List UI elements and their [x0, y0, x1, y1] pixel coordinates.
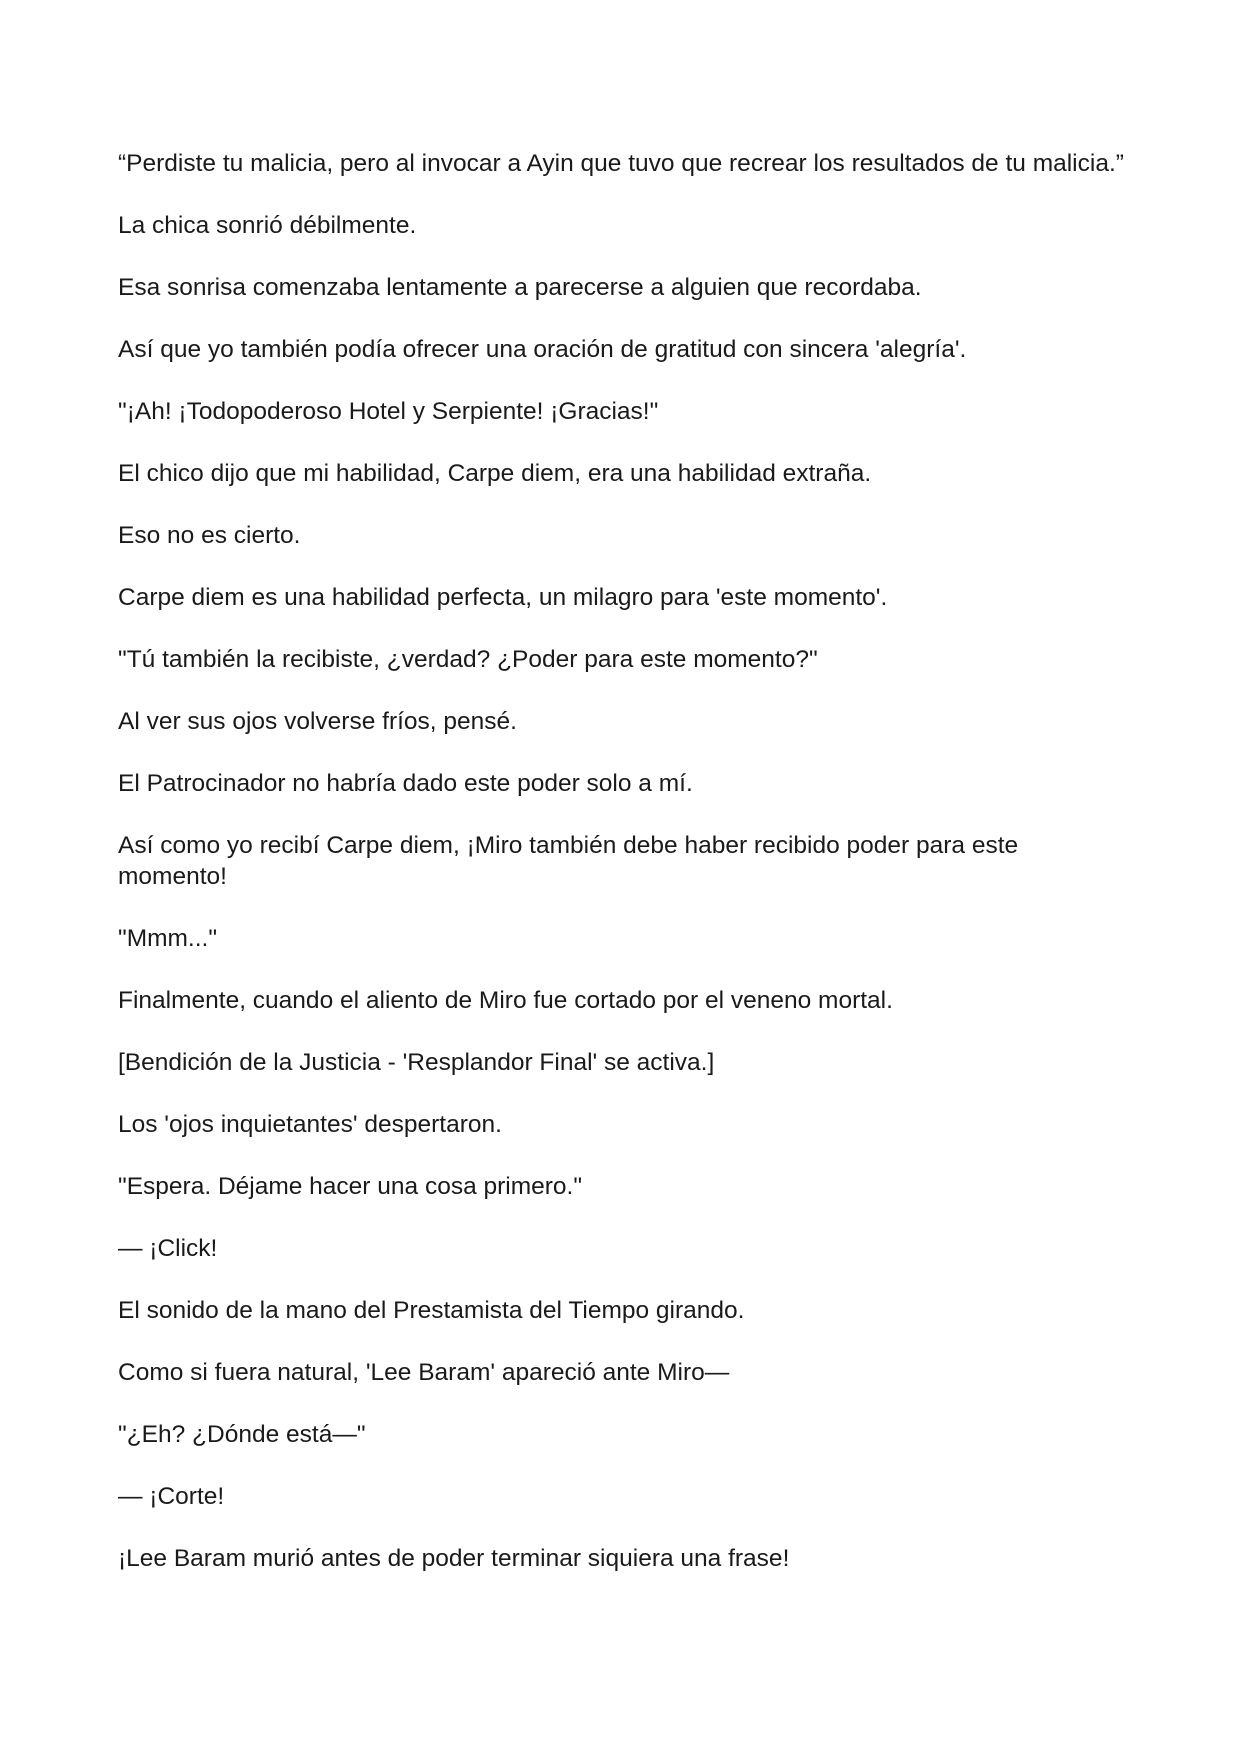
paragraph: ¡Lee Baram murió antes de poder terminar siquiera una frase!: [118, 1545, 790, 1572]
paragraph: Carpe diem es una habilidad perfecta, un milagro para 'este momento'.: [118, 584, 888, 611]
paragraph: La chica sonrió débilmente.: [118, 212, 417, 239]
paragraph: Como si fuera natural, 'Lee Baram' apareció ante Miro—: [118, 1359, 730, 1386]
paragraph: Esa sonrisa comenzaba lentamente a parecerse a alguien que recordaba.: [118, 274, 922, 301]
paragraph: — ¡Click!: [118, 1235, 218, 1262]
paragraph: "Tú también la recibiste, ¿verdad? ¿Poder para este momento?": [118, 646, 818, 673]
paragraph: "¿Eh? ¿Dónde está—": [118, 1421, 366, 1448]
paragraph: "¡Ah! ¡Todopoderoso Hotel y Serpiente! ¡Gracias!": [118, 398, 659, 425]
paragraph: "Espera. Déjame hacer una cosa primero.": [118, 1173, 583, 1200]
paragraph: — ¡Corte!: [118, 1483, 225, 1510]
paragraph: [Bendición de la Justicia - 'Resplandor Final' se activa.]: [118, 1049, 715, 1076]
paragraph: El sonido de la mano del Prestamista del Tiempo girando.: [118, 1297, 745, 1324]
document-body: [118, 148, 1128, 1605]
paragraph: Los 'ojos inquietantes' despertaron.: [118, 1111, 502, 1138]
paragraph: El chico dijo que mi habilidad, Carpe diem, era una habilidad extraña.: [118, 460, 872, 487]
paragraph: Así como yo recibí Carpe diem, ¡Miro también debe haber recibido poder para este momento!: [118, 832, 1019, 890]
paragraph: "Mmm...": [118, 925, 218, 952]
paragraph: “Perdiste tu malicia, pero al invocar a Ayin que tuvo que recrear los resultados de tu malicia.”: [118, 150, 1124, 177]
paragraph: Al ver sus ojos volverse fríos, pensé.: [118, 708, 517, 735]
paragraph: Eso no es cierto.: [118, 522, 301, 549]
paragraph: Finalmente, cuando el aliento de Miro fue cortado por el veneno mortal.: [118, 987, 893, 1014]
paragraph: Así que yo también podía ofrecer una oración de gratitud con sincera 'alegría'.: [118, 336, 967, 363]
paragraph: El Patrocinador no habría dado este poder solo a mí.: [118, 770, 693, 797]
